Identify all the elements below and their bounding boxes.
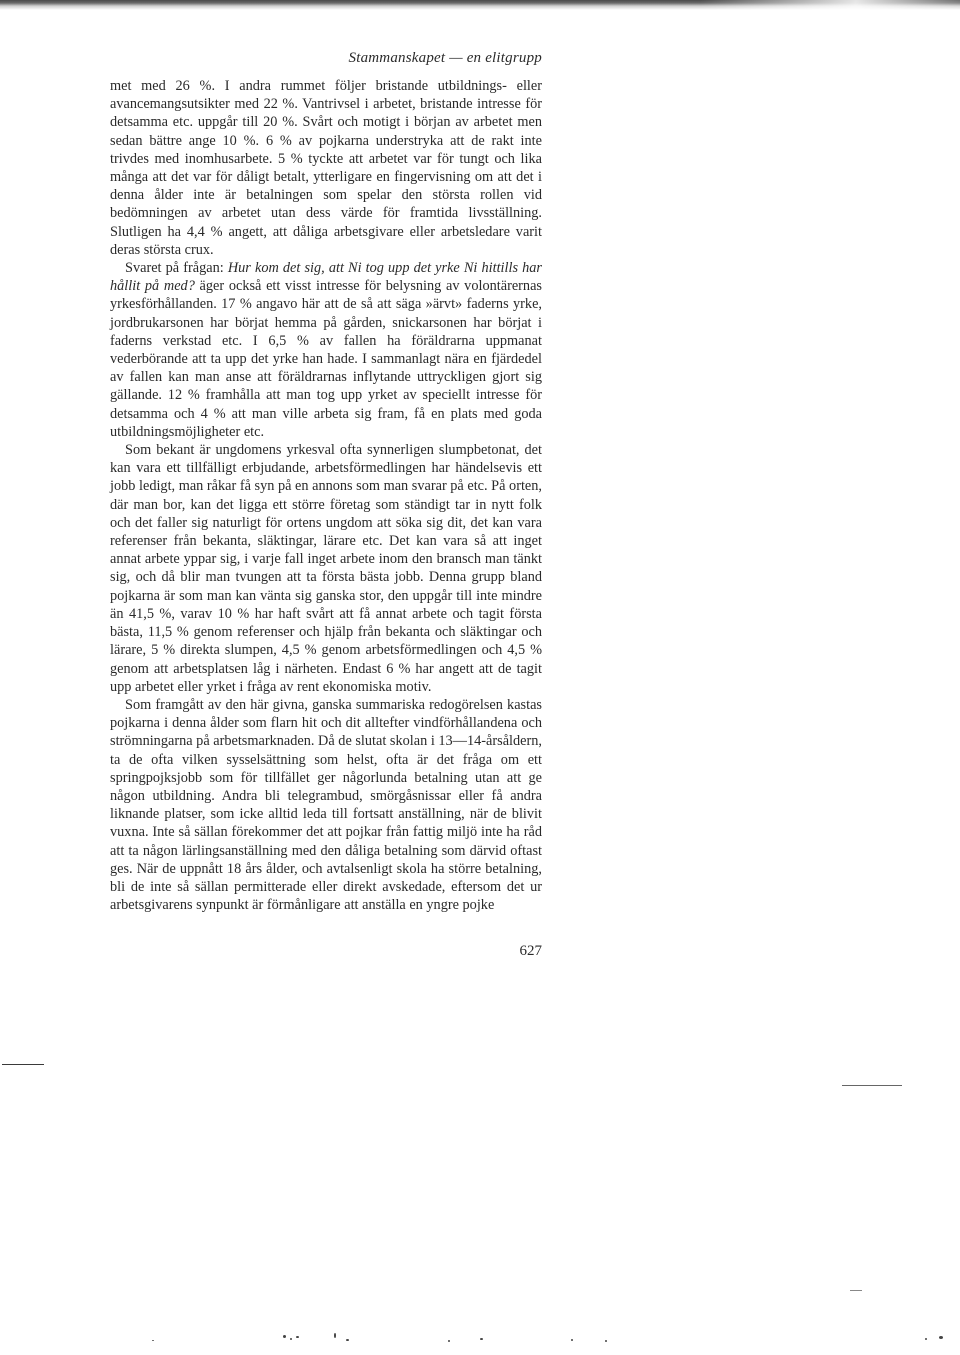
paragraph-2-rest: äger också ett visst intresse för belysning av volontärernas yrkesförhållanden. 17 % angavo här att de så att säga »ärvt» faderns yrke, jordbrukarsonen har börjat hemma på gården, snickarsonen har börjat i faderns verkstad etc. I 6,5 % av fallen ha föräldrarna uppmanat vederbörande att ta upp det yrke han hade. I sammanlagt nära en fjärdedel av fallen kan man anse att föräldrarnas inflytande uttryckligen gjort sig gällande. 12 % framhålla att man tog upp yrket av speciellt intresse för detsamma och 4 % att man ville arbeta sig fram, få en plats med goda utbildningsmöjligheter etc. <box>110 278 542 440</box>
paragraph-3: Som bekant är ungdomens yrkesval ofta synnerligen slumpbetonat, det kan vara ett tillfälligt erbjudande, arbetsförmedlingen har händelsevis ett jobb ledigt, man råkar få syn på en annons som man svarar på etc. På orten, där man bor, kan det ligga ett större företag som ständigt tar in nytt folk och det faller sig naturligt för ortens ungdom att söka sig dit, det kan vara referenser från bekanta, släktingar, lärare etc. Det kan vara så att inget annat arbete yppar sig, i varje fall inget arbete inom den bransch man tänkt sig, och då blir man tvungen att ta första bästa jobb. Denna grupp bland pojkarna är som man kan vänta sig ganska stor, den uppgår till inte mindre än 41,5 %, varav 10 % har haft svårt att få annat arbete och tagit första bästa, 11,5 % genom referenser och hjälp från bekanta och släktingar och lärare, 5 % direkta slumpen, 4,5 % genom arbetsförmedlingen och 4,5 % genom att arbetsplatsen låg i närheten. Endast 6 % har angett att de tagit upp arbetet eller yrket i fråga av rent ekonomiska motiv. <box>110 442 542 695</box>
scan-line-left <box>2 1064 44 1065</box>
paragraph-2 <box>110 259 542 441</box>
scan-line-right <box>842 1085 902 1086</box>
scan-edge-top <box>0 0 960 10</box>
running-head: Stammanskapet — en elitgrupp <box>348 50 542 66</box>
body-text <box>110 77 542 914</box>
paragraph-4: Som framgått av den här givna, ganska summariska redogörelsen kastas pojkarna i denna ålder som flarn hit och dit alltefter vindförhållandena och strömningarna på arbetsmarknaden. Då de slutat skolan i 13—14-årsåldern, ta de ofta vilken sysselsättning som helst, ofta är det fråga om ett springpojksjobb som för tillfället ger någorlunda betalning utan att ge någon utbildning. Andra bli telegrambud, smörgåsnissar eller få andra liknande platser, som icke alltid leda till fortsatt anställning, när de blivit vuxna. Inte så sällan förekommer det att pojkar från fattig miljö inte ha råd att ta någon lärlingsanställning med den dåliga betalning som därvid oftast ges. När de uppnått 18 års ålder, och avtalsenligt skola ha större betalning, bli de inte så sällan permitterade eller direkt avskedade, eftersom det ur arbetsgivarens synpunkt är förmånligare att anställa en yngre pojke <box>110 696 542 914</box>
paragraph-2-lead: Svaret på frågan: <box>125 260 228 277</box>
page-number: 627 <box>519 943 542 959</box>
survey-question: Hur kom det sig, att Ni tog upp det yrke Ni hittills har hållit på med? <box>110 260 542 295</box>
scan-dash-right <box>850 1290 862 1291</box>
paragraph-1: met med 26 %. I andra rummet följer bristande utbildnings- eller avancemangsutsikter med 22 %. Vantrivsel i arbetet, bristande intresse för detsamma etc. uppgår till 20 %. Svårt och motigt i början av arbetet men sedan bättre ange 10 %. 6 % av pojkarna understryka att de rakt inte trivdes med inomhusarbete. 5 % tyckte att arbetet var för tungt och lika många att det var för dåligt betalt, ytterligare en fingervisning om att det i denna ålder inte är betalningen som spelar den största rollen vid bedömningen av arbetet utan dess värde för framtida livsställning. Slutligen ha 4,4 % angett, att dåliga arbetsgivare eller arbetsledare varit deras största crux. <box>110 78 542 258</box>
